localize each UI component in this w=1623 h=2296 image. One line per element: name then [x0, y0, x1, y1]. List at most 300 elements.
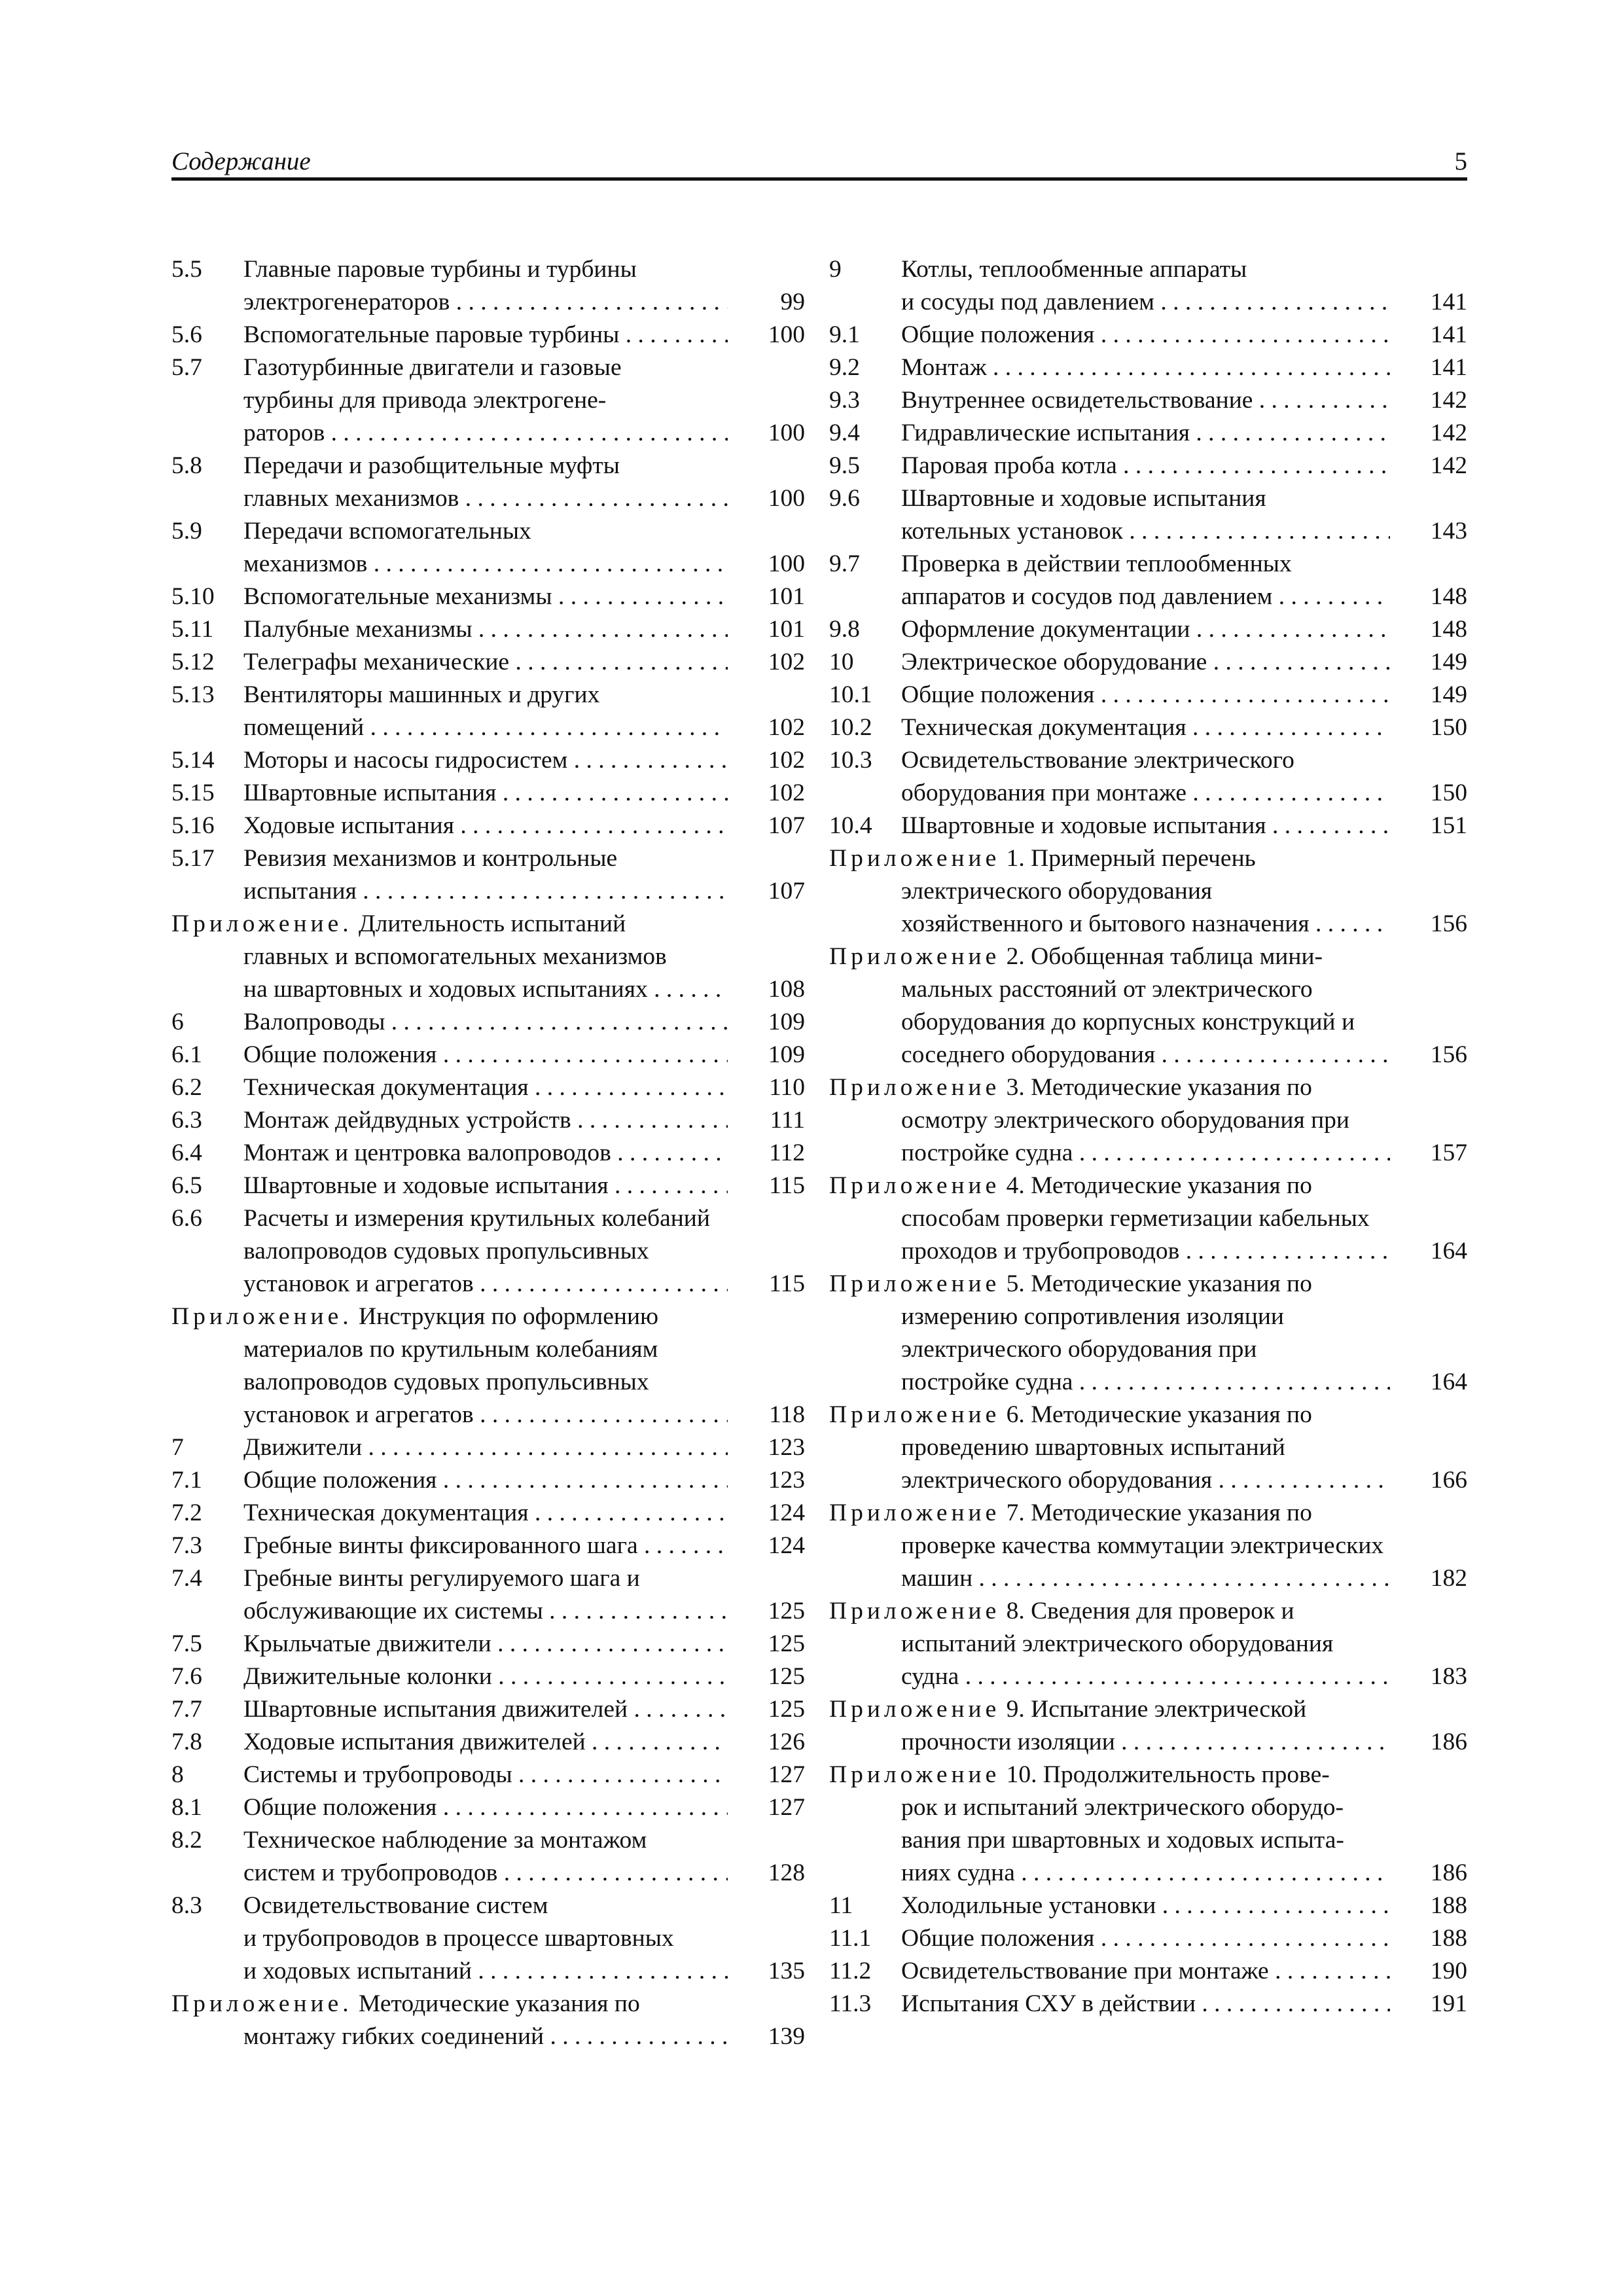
toc-entry-number: 11.1: [829, 1925, 872, 1952]
toc-entry-title: Движители: [243, 1434, 363, 1461]
toc-entry[interactable]: [171, 613, 805, 646]
toc-entry[interactable]: [829, 1497, 1467, 1595]
toc-entry[interactable]: [829, 1595, 1467, 1693]
toc-entry-title: 10. Продолжительность прове-: [1006, 1761, 1330, 1788]
toc-entry-title: Длительность испытаний: [359, 910, 626, 937]
toc-entry[interactable]: [829, 613, 1467, 646]
toc-entry[interactable]: [829, 1399, 1467, 1497]
toc-entry[interactable]: [171, 1464, 805, 1497]
appendix-label: Приложение: [829, 943, 1001, 970]
toc-entry-number: 6.4: [171, 1139, 202, 1166]
toc-entry-title: соседнего оборудования: [901, 1041, 1156, 1068]
toc-entry-number: 5.14: [171, 747, 215, 774]
toc-entry-title: Швартовные и ходовые испытания: [901, 485, 1266, 512]
toc-entry-number: 8: [171, 1761, 184, 1788]
toc-entry-number: 11.3: [829, 1990, 872, 2017]
toc-page-number: 127: [768, 1761, 805, 1788]
toc-page-number: 164: [1430, 1369, 1467, 1395]
toc-entry-title: Вспомогательные паровые турбины: [243, 321, 620, 348]
toc-entry-title: котельных установок: [901, 518, 1123, 545]
toc-entry-number: 9.5: [829, 452, 860, 479]
toc-entry-title: испытаний электрического оборудования: [901, 1630, 1334, 1657]
toc-entry-title: механизмов: [243, 550, 368, 577]
toc-entry-number: 9.8: [829, 616, 860, 643]
toc-page-number: 149: [1430, 681, 1467, 708]
toc-entry-title: Освидетельствование при монтаже: [901, 1958, 1269, 1984]
toc-page-number: 107: [768, 878, 805, 905]
toc-entry-number: 5.10: [171, 583, 215, 610]
toc-page-number: 139: [768, 2023, 805, 2050]
toc-entry-title: Швартовные и ходовые испытания: [243, 1172, 609, 1199]
toc-entry-title: Системы и трубопроводы: [243, 1761, 512, 1788]
toc-entry-title: Общие положения: [243, 1794, 437, 1821]
toc-entry-number: 5.5: [171, 256, 202, 283]
toc-entry[interactable]: [829, 744, 1467, 810]
toc-entry-title: валопроводов судовых пропульсивных: [243, 1369, 649, 1395]
toc-entry-title: 7. Методические указания по: [1006, 1499, 1312, 1526]
toc-entry-number: 9.3: [829, 387, 860, 414]
toc-entry-title: Освидетельствование электрического: [901, 747, 1294, 774]
toc-page-number: 115: [769, 1270, 805, 1297]
toc-entry-title: Методические указания по: [359, 1990, 640, 2017]
toc-entry-number: 5.12: [171, 649, 215, 675]
toc-entry-title: Движительные колонки: [243, 1663, 492, 1690]
appendix-label: Приложение: [829, 1499, 1001, 1526]
toc-entry-title: Общие положения: [901, 681, 1095, 708]
toc-entry-title: главных механизмов: [243, 485, 459, 512]
toc-entry-title: 6. Методические указания по: [1006, 1401, 1312, 1428]
toc-page-number: 123: [768, 1434, 805, 1461]
toc-entry-title: Проверка в действии теплообменных: [901, 550, 1292, 577]
toc-page-number: 123: [768, 1467, 805, 1494]
toc-entry[interactable]: [829, 384, 1467, 417]
toc-entry[interactable]: [171, 1202, 805, 1300]
toc-entry-title: судна: [901, 1663, 959, 1690]
toc-entry-title: Ходовые испытания: [243, 812, 454, 839]
toc-entry[interactable]: [171, 1890, 805, 1988]
toc-entry-title: Швартовные и ходовые испытания: [901, 812, 1266, 839]
toc-entry[interactable]: [171, 1104, 805, 1137]
toc-entry-title: Монтаж дейдвудных устройств: [243, 1107, 571, 1134]
toc-entry[interactable]: [829, 1071, 1467, 1170]
toc-page-number: 150: [1430, 780, 1467, 806]
toc-page-number: 183: [1430, 1663, 1467, 1690]
toc-entry-title: Внутреннее освидетельствование: [901, 387, 1253, 414]
toc-entry-number: 11.2: [829, 1958, 872, 1984]
toc-entry-number: 9.2: [829, 354, 860, 381]
toc-entry-title: Газотурбинные двигатели и газовые: [243, 354, 622, 381]
toc-entry-title: Техническая документация: [243, 1499, 529, 1526]
toc-entry-number: 6.6: [171, 1205, 202, 1232]
toc-page-number: 150: [1430, 714, 1467, 741]
toc-entry-title: Вспомогательные механизмы: [243, 583, 552, 610]
toc-page-number: 118: [769, 1401, 805, 1428]
toc-entry-number: 10: [829, 649, 854, 675]
toc-entry-number: 6.2: [171, 1074, 202, 1101]
toc-entry-title: Крыльчатые движители: [243, 1630, 491, 1657]
toc-entry-title: Электрическое оборудование: [901, 649, 1207, 675]
toc-entry-title: материалов по крутильным колебаниям: [243, 1336, 658, 1363]
toc-entry-title: монтажу гибких соединений: [243, 2023, 544, 2050]
toc-entry-title: вания при швартовных и ходовых испыта-: [901, 1827, 1344, 1854]
toc-entry-title: Холодильные установки: [901, 1892, 1156, 1919]
toc-entry-title: Паровая проба котла: [901, 452, 1117, 479]
toc-entry-number: 5.11: [171, 616, 214, 643]
toc-entry-number: 7.5: [171, 1630, 202, 1657]
toc-entry-number: 10.1: [829, 681, 872, 708]
toc-entry-title: Техническая документация: [901, 714, 1186, 741]
toc-entry-title: Общие положения: [901, 321, 1095, 348]
toc-page-number: 128: [768, 1859, 805, 1886]
toc-entry[interactable]: [171, 1726, 805, 1759]
toc-entry[interactable]: [171, 1006, 805, 1039]
appendix-label: Приложение: [829, 1270, 1001, 1297]
running-title: Содержание: [171, 147, 311, 175]
toc-page-number: 191: [1430, 1990, 1467, 2017]
toc-page-number: 156: [1430, 910, 1467, 937]
toc-entry-title: Инструкция по оформлению: [359, 1303, 659, 1330]
toc-entry-title: валопроводов судовых пропульсивных: [243, 1238, 649, 1265]
toc-entry-number: 5.7: [171, 354, 202, 381]
toc-entry[interactable]: [171, 908, 805, 1006]
toc-entry-title: Палубные механизмы: [243, 616, 473, 643]
toc-entry-title: Испытания СХУ в действии: [901, 1990, 1196, 2017]
toc-page-number: 182: [1430, 1565, 1467, 1592]
toc-entry-number: 7.6: [171, 1663, 202, 1690]
toc-entry[interactable]: [829, 1759, 1467, 1890]
toc-page-number: 141: [1430, 354, 1467, 381]
toc-entry-title: Техническое наблюдение за монтажом: [243, 1827, 647, 1854]
appendix-label: Приложение.: [171, 1990, 353, 2017]
toc-entry[interactable]: [171, 1988, 805, 2053]
toc-entry-title: Гребные винты фиксированного шага: [243, 1532, 638, 1559]
toc-entry[interactable]: [171, 581, 805, 613]
toc-entry-title: раторов: [243, 420, 325, 446]
toc-entry-title: Гребные винты регулируемого шага и: [243, 1565, 640, 1592]
toc-entry-number: 8.1: [171, 1794, 202, 1821]
toc-entry-title: 3. Методические указания по: [1006, 1074, 1312, 1101]
toc-entry-title: аппаратов и сосудов под давлением: [901, 583, 1273, 610]
toc-page-number: 166: [1430, 1467, 1467, 1494]
appendix-label: Приложение: [829, 1696, 1001, 1723]
appendix-label: Приложение: [829, 1598, 1001, 1624]
toc-entry-title: главных и вспомогательных механизмов: [243, 943, 667, 970]
toc-entry-number: 5.15: [171, 780, 215, 806]
toc-entry[interactable]: [171, 810, 805, 842]
toc-entry-title: мальных расстояний от электрического: [901, 976, 1313, 1003]
toc-entry[interactable]: [171, 1530, 805, 1562]
toc-page-number: 151: [1430, 812, 1467, 839]
toc-entry[interactable]: [171, 1628, 805, 1660]
toc-entry[interactable]: [171, 515, 805, 581]
appendix-label: Приложение: [829, 1172, 1001, 1199]
toc-page-number: 102: [768, 714, 805, 741]
toc-entry-title: хозяйственного и бытового назначения: [901, 910, 1310, 937]
toc-entry[interactable]: [171, 744, 805, 777]
toc-entry-title: проходов и трубопроводов: [901, 1238, 1180, 1265]
toc-page-number: 109: [768, 1009, 805, 1035]
toc-page-number: 141: [1430, 321, 1467, 348]
toc-page-number: 157: [1430, 1139, 1467, 1166]
toc-entry-number: 6.3: [171, 1107, 202, 1134]
toc-entry-title: Швартовные испытания: [243, 780, 497, 806]
toc-entry[interactable]: [171, 679, 805, 744]
toc-entry-title: постройке судна: [901, 1139, 1073, 1166]
toc-entry-title: Техническая документация: [243, 1074, 529, 1101]
appendix-label: Приложение: [829, 845, 1001, 872]
toc-entry-number: 6.5: [171, 1172, 202, 1199]
toc-column-right: [829, 253, 1467, 2020]
toc-entry-title: Передачи и разобщительные муфты: [243, 452, 620, 479]
toc-page-number: 186: [1430, 1729, 1467, 1755]
toc-entry-title: помещений: [243, 714, 365, 741]
toc-entry-number: 5.13: [171, 681, 215, 708]
toc-entry-title: Ходовые испытания движителей: [243, 1729, 586, 1755]
toc-entry-title: способам проверки герметизации кабельных: [901, 1205, 1370, 1232]
toc-entry-title: проведению швартовных испытаний: [901, 1434, 1285, 1461]
toc-entry[interactable]: [829, 417, 1467, 450]
toc-entry-title: Освидетельствование систем: [243, 1892, 548, 1919]
toc-page-number: 101: [768, 583, 805, 610]
toc-entry-title: Расчеты и измерения крутильных колебаний: [243, 1205, 710, 1232]
toc-entry-title: Валопроводы: [243, 1009, 385, 1035]
toc-entry[interactable]: [829, 1988, 1467, 2020]
toc-page-number: 112: [769, 1139, 805, 1166]
toc-entry-title: прочности изоляции: [901, 1729, 1115, 1755]
toc-page-number: 102: [768, 649, 805, 675]
toc-page-number: 124: [768, 1532, 805, 1559]
toc-entry-title: проверке качества коммутации электрических: [901, 1532, 1384, 1559]
toc-entry-title: Главные паровые турбины и турбины: [243, 256, 637, 283]
toc-entry[interactable]: [171, 1497, 805, 1530]
toc-entry-title: установок и агрегатов: [243, 1270, 474, 1297]
toc-page-number: 111: [770, 1107, 805, 1134]
toc-entry-title: ниях судна: [901, 1859, 1015, 1886]
toc-entry-number: 8.3: [171, 1892, 202, 1919]
toc-entry[interactable]: [171, 1791, 805, 1824]
toc-entry[interactable]: [171, 842, 805, 908]
toc-entry[interactable]: [829, 482, 1467, 548]
toc-entry[interactable]: [829, 319, 1467, 351]
toc-entry-title: электрического оборудования при: [901, 1336, 1257, 1363]
toc-entry[interactable]: [171, 1137, 805, 1170]
toc-page-number: 156: [1430, 1041, 1467, 1068]
toc-entry-number: 9: [829, 256, 842, 283]
toc-entry-title: 2. Обобщенная таблица мини-: [1006, 943, 1323, 970]
toc-entry-number: 5.6: [171, 321, 202, 348]
toc-entry-number: 9.4: [829, 420, 860, 446]
toc-page-number: 142: [1430, 420, 1467, 446]
toc-entry-title: постройке судна: [901, 1369, 1073, 1395]
toc-entry-title: Швартовные испытания движителей: [243, 1696, 628, 1723]
toc-entry-number: 6: [171, 1009, 184, 1035]
toc-entry-title: оборудования при монтаже: [901, 780, 1187, 806]
toc-entry-number: 9.1: [829, 321, 860, 348]
toc-page-number: 188: [1430, 1892, 1467, 1919]
toc-column-left: [171, 253, 805, 2053]
toc-entry[interactable]: [171, 1660, 805, 1693]
page-header: [171, 147, 1467, 181]
toc-entry-number: 9.7: [829, 550, 860, 577]
page-number: 5: [1454, 147, 1467, 175]
toc-page-number: 141: [1430, 289, 1467, 315]
toc-entry-title: электрогенераторов: [243, 289, 450, 315]
toc-page-number: 125: [768, 1663, 805, 1690]
appendix-label: Приложение: [829, 1074, 1001, 1101]
appendix-label: Приложение.: [171, 1303, 353, 1330]
toc-entry-title: установок и агрегатов: [243, 1401, 474, 1428]
toc-entry-title: электрического оборудования: [901, 1467, 1213, 1494]
toc-entry-number: 7.4: [171, 1565, 202, 1592]
toc-entry[interactable]: [171, 450, 805, 515]
toc-page-number: 110: [769, 1074, 805, 1101]
toc-entry-number: 7.8: [171, 1729, 202, 1755]
toc-entry-title: электрического оборудования: [901, 878, 1213, 905]
toc-entry[interactable]: [171, 1562, 805, 1628]
toc-entry-title: оборудования до корпусных конструкций и: [901, 1009, 1355, 1035]
toc-page-number: 115: [769, 1172, 805, 1199]
toc-entry-number: 7.1: [171, 1467, 202, 1494]
toc-entry-title: Ревизия механизмов и контрольные: [243, 845, 618, 872]
toc-entry-title: и ходовых испытаний: [243, 1958, 472, 1984]
toc-entry-number: 10.3: [829, 747, 872, 774]
toc-entry-title: 9. Испытание электрической: [1006, 1696, 1307, 1723]
toc-entry[interactable]: [829, 351, 1467, 384]
toc-entry[interactable]: [171, 351, 805, 450]
toc-entry[interactable]: [829, 842, 1467, 941]
toc-entry[interactable]: [829, 450, 1467, 482]
toc-page-number: 126: [768, 1729, 805, 1755]
toc-entry-number: 11: [829, 1892, 853, 1919]
toc-page-number: 190: [1430, 1958, 1467, 1984]
toc-entry[interactable]: [829, 646, 1467, 679]
toc-entry[interactable]: [171, 1759, 805, 1791]
toc-page-number: 164: [1430, 1238, 1467, 1265]
toc-entry-number: 10.2: [829, 714, 872, 741]
toc-entry-number: 5.8: [171, 452, 202, 479]
appendix-label: Приложение.: [171, 910, 353, 937]
toc-page-number: 101: [768, 616, 805, 643]
toc-entry[interactable]: [829, 548, 1467, 613]
toc-page-number: 149: [1430, 649, 1467, 675]
toc-entry-title: систем и трубопроводов: [243, 1859, 498, 1886]
toc-entry-title: Оформление документации: [901, 616, 1190, 643]
toc-page-number: 99: [780, 289, 805, 315]
toc-entry-title: рок и испытаний электрического оборудо-: [901, 1794, 1344, 1821]
toc-entry-title: 8. Сведения для проверок и: [1006, 1598, 1294, 1624]
toc-page-number: 148: [1430, 616, 1467, 643]
toc-entry-title: Телеграфы механические: [243, 649, 510, 675]
toc-page-number: 108: [768, 976, 805, 1003]
toc-page-number: 100: [768, 485, 805, 512]
toc-page-number: 125: [768, 1598, 805, 1624]
toc-entry-number: 5.17: [171, 845, 215, 872]
toc-entry[interactable]: [171, 253, 805, 319]
toc-entry-title: Общие положения: [901, 1925, 1095, 1952]
toc-page-number: 100: [768, 321, 805, 348]
toc-entry[interactable]: [171, 1300, 805, 1431]
toc-entry[interactable]: [829, 941, 1467, 1071]
toc-page-number: 188: [1430, 1925, 1467, 1952]
toc-entry[interactable]: [829, 1693, 1467, 1759]
toc-page-number: 148: [1430, 583, 1467, 610]
toc-entry[interactable]: [829, 1890, 1467, 1922]
header-rule: [171, 177, 1467, 181]
toc-entry[interactable]: [171, 1170, 805, 1202]
toc-entry-title: Гидравлические испытания: [901, 420, 1190, 446]
toc-entry-number: 7: [171, 1434, 184, 1461]
toc-page-number: 125: [768, 1696, 805, 1723]
toc-entry[interactable]: [829, 679, 1467, 711]
toc-entry-title: испытания: [243, 878, 357, 905]
toc-entry-title: осмотру электрического оборудования при: [901, 1107, 1349, 1134]
toc-entry-title: 4. Методические указания по: [1006, 1172, 1312, 1199]
toc-page-number: 135: [768, 1958, 805, 1984]
toc-entry[interactable]: [171, 1693, 805, 1726]
toc-entry[interactable]: [171, 1071, 805, 1104]
toc-entry-title: турбины для привода электрогене-: [243, 387, 607, 414]
toc-entry[interactable]: [829, 1268, 1467, 1399]
toc-page-number: 102: [768, 780, 805, 806]
toc-entry-number: 10.4: [829, 812, 872, 839]
toc-entry-title: Общие положения: [243, 1467, 437, 1494]
toc-page-number: 143: [1430, 518, 1467, 545]
toc-page-number: 100: [768, 550, 805, 577]
toc-entry[interactable]: [171, 1431, 805, 1464]
toc-entry-title: Общие положения: [243, 1041, 437, 1068]
toc-entry-title: обслуживающие их системы: [243, 1598, 543, 1624]
toc-entry-number: 7.7: [171, 1696, 202, 1723]
toc-entry-title: Моторы и насосы гидросистем: [243, 747, 568, 774]
toc-entry[interactable]: [829, 711, 1467, 744]
toc-entry[interactable]: [171, 319, 805, 351]
appendix-label: Приложение: [829, 1761, 1001, 1788]
toc-entry-title: и сосуды под давлением: [901, 289, 1154, 315]
toc-entry-title: Передачи вспомогательных: [243, 518, 531, 545]
toc-page-number: 102: [768, 747, 805, 774]
toc-entry[interactable]: [829, 810, 1467, 842]
toc-entry-title: 5. Методические указания по: [1006, 1270, 1312, 1297]
toc-page-number: 107: [768, 812, 805, 839]
toc-entry-number: 6.1: [171, 1041, 202, 1068]
toc-entry-title: Вентиляторы машинных и других: [243, 681, 600, 708]
toc-entry-title: Котлы, теплообменные аппараты: [901, 256, 1247, 283]
appendix-label: Приложение: [829, 1401, 1001, 1428]
toc-entry[interactable]: [829, 1170, 1467, 1268]
toc-entry[interactable]: [829, 1922, 1467, 1955]
toc-entry-title: измерению сопротивления изоляции: [901, 1303, 1284, 1330]
toc-entry[interactable]: [171, 646, 805, 679]
toc-entry-number: 8.2: [171, 1827, 202, 1854]
toc-entry-number: 7.2: [171, 1499, 202, 1526]
toc-entry-title: на швартовных и ходовых испытаниях: [243, 976, 648, 1003]
toc-page-number: 125: [768, 1630, 805, 1657]
toc-entry-title: и трубопроводов в процессе швартовных: [243, 1925, 674, 1952]
toc-page-number: 127: [768, 1794, 805, 1821]
toc-entry-title: Монтаж: [901, 354, 987, 381]
toc-entry-title: машин: [901, 1565, 973, 1592]
toc-entry[interactable]: [171, 1039, 805, 1071]
toc-entry-title: Монтаж и центровка валопроводов: [243, 1139, 611, 1166]
toc-entry[interactable]: [829, 253, 1467, 319]
toc-entry[interactable]: [829, 1955, 1467, 1988]
toc-page-number: 142: [1430, 452, 1467, 479]
toc-entry-title: 1. Примерный перечень: [1006, 845, 1256, 872]
toc-page-number: 124: [768, 1499, 805, 1526]
toc-entry[interactable]: [171, 777, 805, 810]
toc-page-number: 100: [768, 420, 805, 446]
toc-entry[interactable]: [171, 1824, 805, 1890]
